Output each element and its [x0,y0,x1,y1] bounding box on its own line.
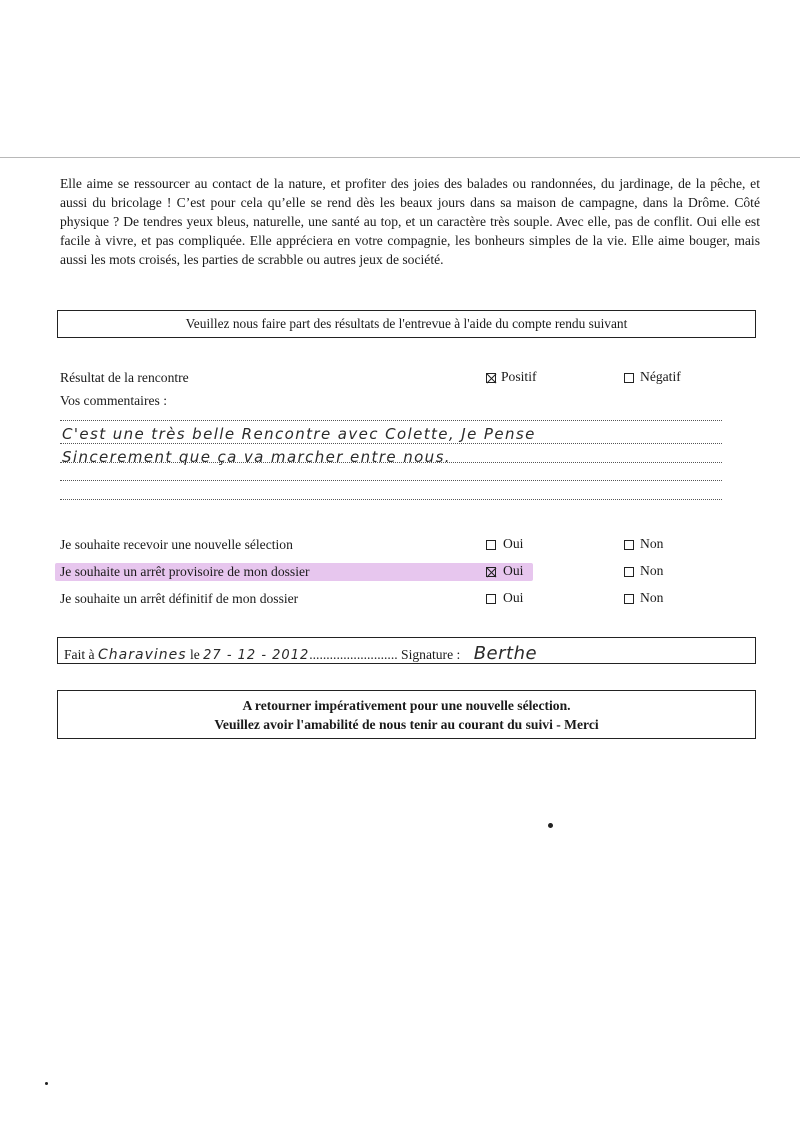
signature-label: Signature : [401,647,461,662]
handwritten-date[interactable]: 27 - 12 - 2012 [203,648,310,663]
request-box: Veuillez nous faire part des résultats de l'entrevue à l'aide du compte rendu suivant [57,310,756,338]
scan-speck [45,1082,48,1085]
place-date-signature-box [57,637,756,664]
return-line-1: A retourner impérativement pour une nouvelle sélection. [242,698,571,713]
scan-edge-line [0,157,800,158]
option-new-selection-oui-checkbox[interactable] [486,540,496,550]
option-final-stop-non-checkbox[interactable] [624,594,634,604]
option-new-selection-label: Je souhaite recevoir une nouvelle sélection [60,537,293,552]
option-temporary-stop-non-checkbox[interactable] [624,567,634,577]
option-new-selection-non-label: Non [640,536,664,551]
handwritten-comment-2: Sincerement que ça va marcher entre nous. [62,448,451,466]
option-new-selection-non-checkbox[interactable] [624,540,634,550]
option-final-stop-oui-label: Oui [503,590,524,605]
option-final-stop-non-label: Non [640,590,664,605]
handwritten-signature[interactable]: Berthe [473,643,538,664]
option-temporary-stop-oui-label: Oui [503,563,524,578]
positive-label: Positif [501,369,537,384]
profile-description: Elle aime se ressourcer au contact de la nature, et profiter des joies des balades ou randonnées, du jardinage, de la pêche, et aussi du bricolage ! C’est pour cela qu’elle se rend dès les beaux jours dans sa maison de campagne, dans la Drôme. Côté physique ? De tendres yeux bleus, naturelle, une santé au top, et un caractère très souple. Avec elle, pas de conflit. Oui elle est facile à vivre, et pas compliquée. Elle appréciera en votre compagnie, les bonheurs simples de la vie. Elle aime bouger, mais aussi les mots croisés, les parties de scrabble ou autres jeux de société. [60,176,760,267]
place-date-line [64,643,537,664]
date-dots: .......................... [309,647,398,662]
option-final-stop-label: Je souhaite un arrêt définitif de mon dossier [60,591,299,606]
return-instructions-box [57,690,756,739]
option-temporary-stop-non-label: Non [640,563,664,578]
comment-line-2 [60,443,722,444]
date-prefix: le [189,647,200,662]
positive-checkbox[interactable] [486,373,496,383]
option-temporary-stop-label: Je souhaite un arrêt provisoire de mon dossier [60,564,310,579]
handwritten-place[interactable]: Charavines [98,647,187,663]
fait-prefix: Fait à [64,647,95,662]
result-label: Résultat de la rencontre [60,370,189,385]
comment-line-1 [60,420,722,421]
comments-label: Vos commentaires : [60,393,167,408]
comment-line-4 [60,480,722,481]
option-final-stop-oui-checkbox[interactable] [486,594,496,604]
comment-line-5 [60,499,722,500]
scan-speck [548,823,553,828]
return-line-2: Veuillez avoir l'amabilité de nous tenir au courant du suivi - Merci [214,717,599,732]
negative-checkbox[interactable] [624,373,634,383]
option-new-selection-oui-label: Oui [503,536,524,551]
option-temporary-stop-oui-checkbox[interactable] [486,567,496,577]
negative-label: Négatif [640,369,681,384]
handwritten-comment-1: C'est une très belle Rencontre avec Colette, Je Pense [62,425,536,443]
